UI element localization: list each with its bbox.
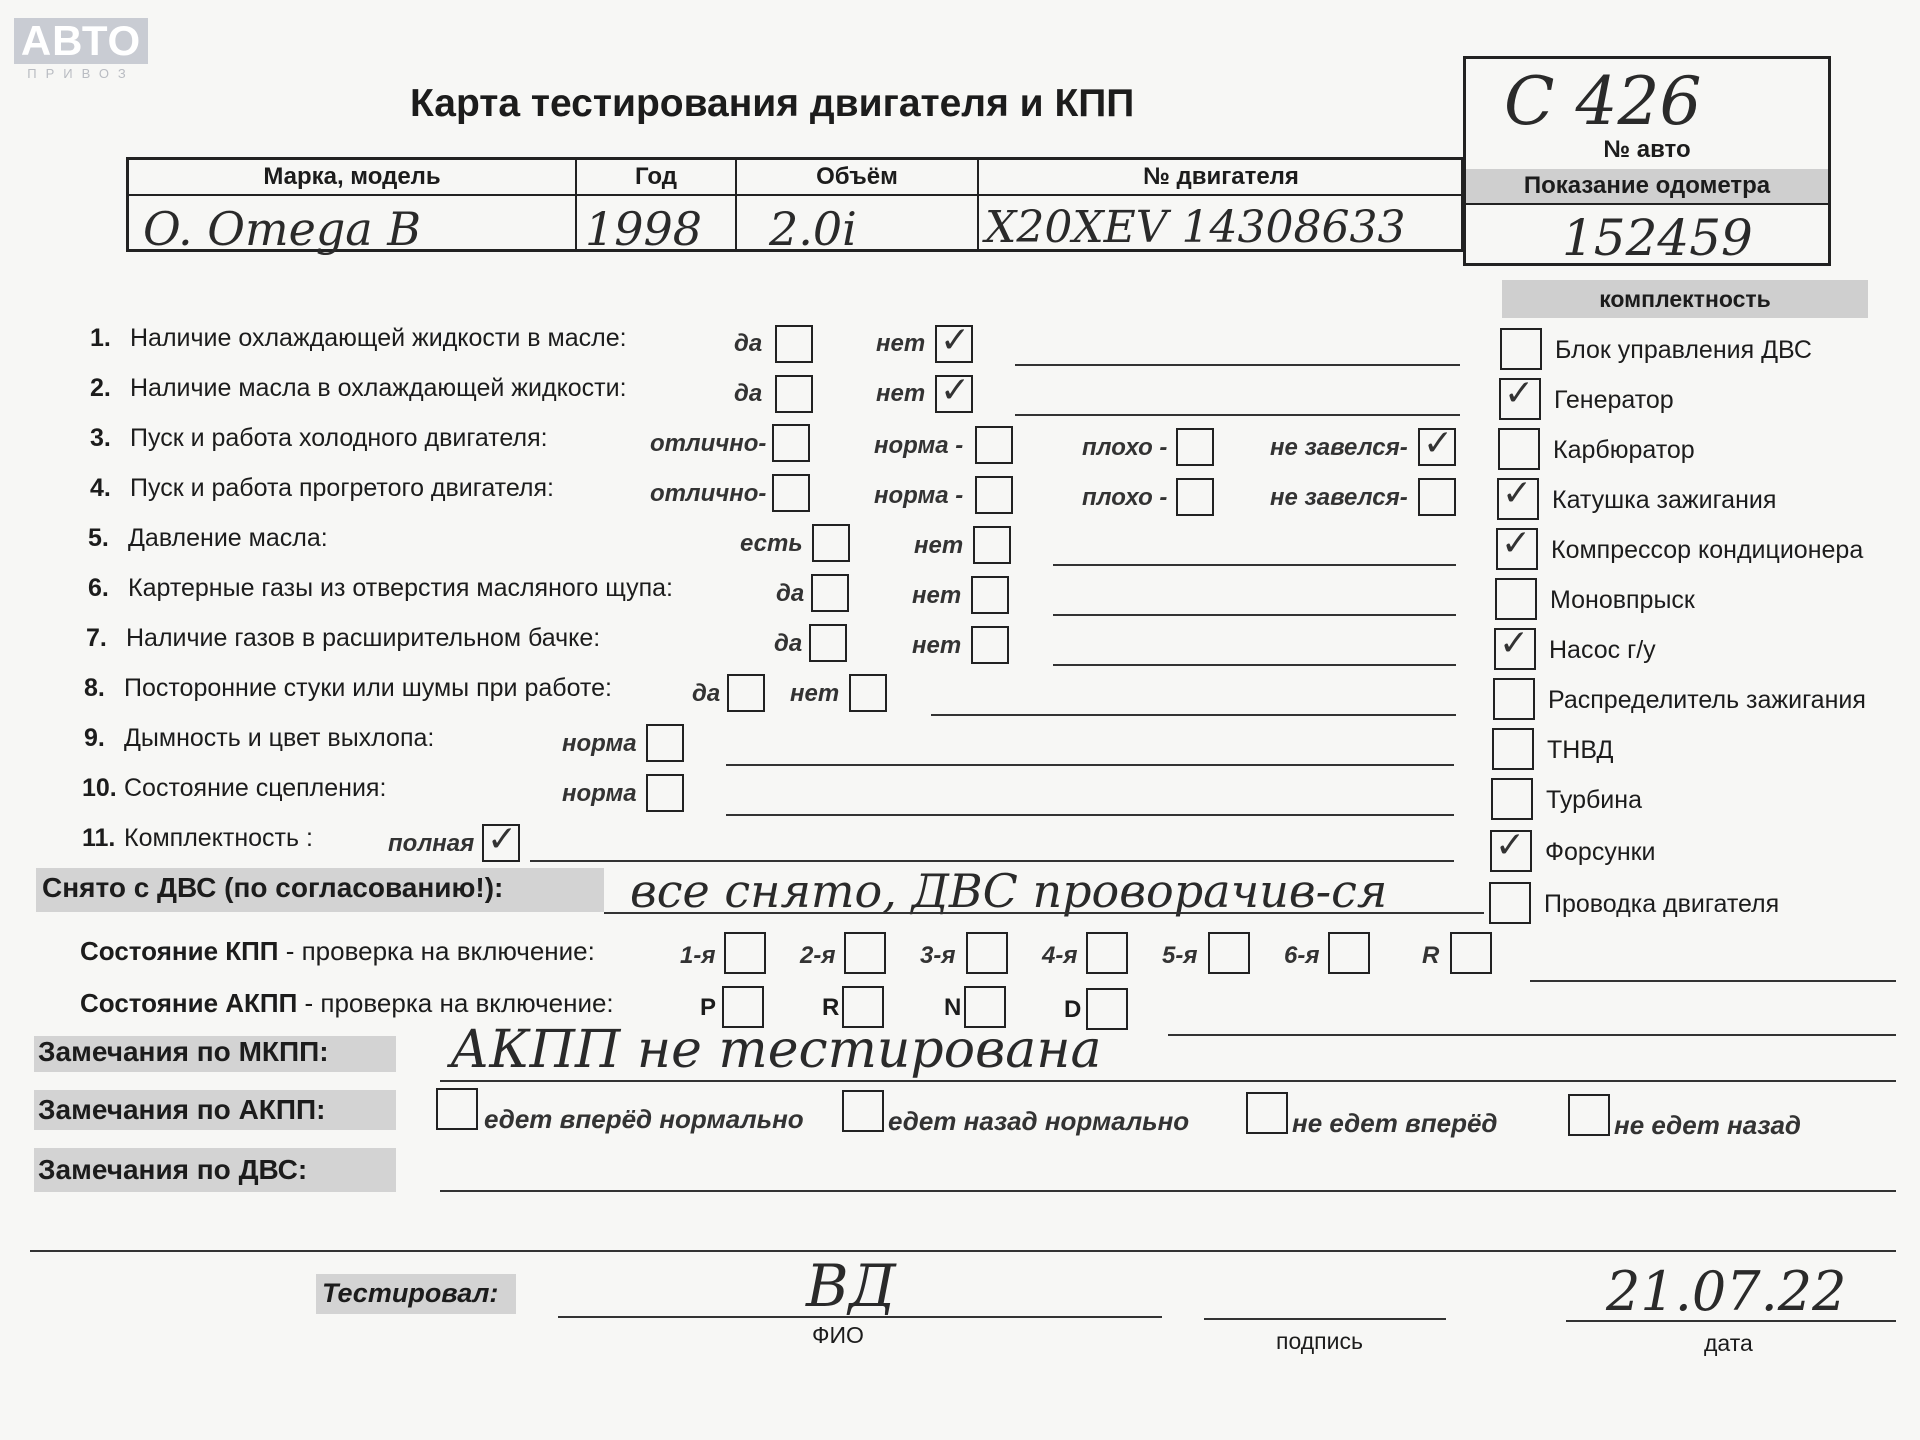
- kit-distributor-checkbox[interactable]: [1493, 678, 1535, 720]
- option-label: нет: [912, 632, 962, 659]
- q3-no-start-checkbox[interactable]: [1418, 423, 1456, 466]
- date-label: дата: [1704, 1330, 1753, 1356]
- question-number: 11.: [82, 824, 116, 852]
- kit-generator-checkbox[interactable]: [1499, 373, 1541, 420]
- gear-label: 4-я: [1042, 942, 1078, 969]
- note-line: [440, 1080, 1896, 1082]
- removed-label: Снято с ДВС (по согласованию!):: [42, 872, 504, 903]
- gear-label: 2-я: [800, 942, 836, 969]
- gear-2-checkbox[interactable]: [844, 932, 886, 974]
- mkpp-label-rest: - проверка на включение:: [278, 936, 595, 966]
- question-number: 1.: [90, 324, 111, 352]
- akpp-position-label: P: [700, 994, 717, 1021]
- akpp-label: [80, 988, 614, 1019]
- kit-injectors-checkbox[interactable]: [1490, 825, 1532, 872]
- option-label: плохо -: [1082, 434, 1168, 461]
- option-label: нет: [912, 582, 962, 609]
- mkpp-remarks-value: АКПП не тестирована: [450, 1020, 1102, 1080]
- checkmark-icon: ✓: [1499, 623, 1530, 664]
- option-label: нет: [876, 380, 926, 407]
- removed-value: все снято, ДВС проворачив-ся: [630, 864, 1388, 918]
- gear-3-checkbox[interactable]: [966, 932, 1008, 974]
- q3-excellent-checkbox[interactable]: [772, 424, 810, 462]
- q11-full-checkbox[interactable]: [482, 819, 520, 862]
- kit-item-label: Турбина: [1546, 786, 1642, 814]
- kit-item-label: Катушка зажигания: [1552, 486, 1777, 514]
- note-line: [530, 860, 1454, 862]
- question-number: 3.: [90, 424, 111, 452]
- header-row: [129, 160, 1461, 196]
- question-number: 9.: [84, 724, 105, 752]
- gear-label: 3-я: [920, 942, 956, 969]
- page-title: Карта тестирования двигателя и КПП: [410, 82, 1135, 125]
- divider: [575, 194, 577, 249]
- note-line: [726, 814, 1454, 816]
- q4-no-start-checkbox[interactable]: [1418, 478, 1456, 516]
- car-number-box: [1463, 56, 1831, 266]
- question-number: 6.: [88, 574, 109, 602]
- akpp-label-bold: Состояние АКПП: [80, 988, 298, 1018]
- question-7-text: Наличие газов в расширительном бачке:: [126, 624, 601, 652]
- note-line: [604, 912, 1484, 914]
- checkmark-icon: ✓: [1495, 825, 1526, 866]
- q7-yes-checkbox[interactable]: [809, 624, 847, 662]
- note-line: [726, 764, 1454, 766]
- engine-number-value: X20XEV 14308633: [985, 202, 1406, 253]
- kit-item-label: Проводка двигателя: [1544, 890, 1780, 918]
- fio-line: [558, 1316, 1162, 1318]
- kit-item-label: Форсунки: [1545, 838, 1656, 866]
- akpp-forward-ok-checkbox[interactable]: [436, 1088, 478, 1130]
- question-number: 10.: [82, 774, 117, 802]
- gear-6-checkbox[interactable]: [1328, 932, 1370, 974]
- gear-label: 5-я: [1162, 942, 1198, 969]
- kit-ac-compressor-checkbox[interactable]: [1496, 523, 1538, 570]
- option-label: нет: [876, 330, 926, 357]
- kit-injection-pump-checkbox[interactable]: [1492, 728, 1534, 770]
- signature-label: подпись: [1276, 1328, 1363, 1354]
- q6-no-checkbox[interactable]: [971, 576, 1009, 614]
- date-value: 21.07.22: [1606, 1260, 1847, 1323]
- checkmark-icon: ✓: [1501, 523, 1532, 564]
- question-2-text: Наличие масла в охлаждающей жидкости:: [130, 374, 627, 402]
- question-3-text: Пуск и работа холодного двигателя:: [130, 424, 548, 452]
- q3-bad-checkbox[interactable]: [1176, 428, 1214, 466]
- volume-label: Объём: [737, 160, 979, 194]
- q8-no-checkbox[interactable]: [849, 674, 887, 712]
- kit-ecu-checkbox[interactable]: [1500, 328, 1542, 370]
- akpp-label-rest: - проверка на включение:: [297, 988, 614, 1018]
- question-6-text: Картерные газы из отверстия масляного щупа:: [128, 574, 673, 602]
- note-line: [1015, 414, 1460, 416]
- option-label: да: [692, 680, 721, 707]
- akpp-remark-option: не едет вперёд: [1292, 1108, 1498, 1138]
- option-label: норма -: [874, 432, 964, 459]
- akpp-remark-option: не едет назад: [1614, 1110, 1802, 1140]
- kit-power-steering-pump-checkbox[interactable]: [1494, 623, 1536, 670]
- checkmark-icon: ✓: [940, 370, 971, 411]
- kit-item-label: Компрессор кондиционера: [1551, 536, 1864, 564]
- logo-subtitle: ПРИВОЗ: [27, 66, 135, 81]
- option-label: да: [776, 580, 805, 607]
- mkpp-label-bold: Состояние КПП: [80, 936, 279, 966]
- akpp-position-label: R: [822, 994, 840, 1021]
- date-line: [1566, 1320, 1896, 1322]
- note-line: [440, 1190, 1896, 1192]
- question-number: 8.: [84, 674, 105, 702]
- year-label: Год: [577, 160, 737, 194]
- checkmark-icon: ✓: [1502, 473, 1533, 514]
- mkpp-label: [80, 936, 595, 967]
- note-line: [1053, 564, 1456, 566]
- logo: АВТО: [14, 18, 148, 64]
- q5-yes-checkbox[interactable]: [812, 524, 850, 562]
- kit-turbine-checkbox[interactable]: [1491, 778, 1533, 820]
- kit-item-label: Насос г/у: [1549, 636, 1656, 664]
- gear-1-checkbox[interactable]: [724, 932, 766, 974]
- option-label: не завелся-: [1270, 484, 1408, 511]
- q2-yes-checkbox[interactable]: [775, 375, 813, 413]
- tester-initials: ВД: [806, 1252, 896, 1320]
- odometer-value: 152459: [1562, 209, 1753, 267]
- option-label: норма: [562, 780, 637, 807]
- option-label: норма -: [874, 482, 964, 509]
- odometer-label: Показание одометра: [1466, 169, 1828, 205]
- question-4-text: Пуск и работа прогретого двигателя:: [130, 474, 554, 502]
- checkmark-icon: ✓: [487, 819, 518, 860]
- option-label: полная: [388, 830, 475, 857]
- kit-item-label: Блок управления ДВС: [1555, 336, 1812, 364]
- fio-label: ФИО: [812, 1322, 864, 1348]
- gear-label: R: [1422, 942, 1440, 969]
- note-line: [30, 1250, 1896, 1252]
- option-label: норма: [562, 730, 637, 757]
- kit-mono-injection-checkbox[interactable]: [1495, 578, 1537, 620]
- q7-no-checkbox[interactable]: [971, 626, 1009, 664]
- option-label: отлично-: [650, 430, 767, 457]
- signature-line: [1204, 1318, 1446, 1320]
- gear-r-checkbox[interactable]: [1450, 932, 1492, 974]
- note-line: [1530, 980, 1896, 982]
- kit-item-label: Генератор: [1554, 386, 1674, 414]
- option-label: да: [734, 330, 763, 357]
- question-9-text: Дымность и цвет выхлопа:: [124, 724, 435, 752]
- note-line: [931, 714, 1456, 716]
- kit-item-label: ТНВД: [1547, 736, 1614, 764]
- akpp-remark-option: едет назад нормально: [888, 1106, 1190, 1136]
- q9-normal-checkbox[interactable]: [646, 724, 684, 762]
- tested-by-label: Тестировал:: [322, 1278, 499, 1308]
- engine-label: № двигателя: [1143, 163, 1299, 190]
- kit-item-label: Карбюратор: [1553, 436, 1695, 464]
- q4-bad-checkbox[interactable]: [1176, 478, 1214, 516]
- note-line: [1053, 614, 1456, 616]
- checkmark-icon: ✓: [940, 320, 971, 361]
- akpp-position-label: N: [944, 994, 962, 1021]
- question-8-text: Посторонние стуки или шумы при работе:: [124, 674, 612, 702]
- option-label: нет: [790, 680, 840, 707]
- checkmark-icon: ✓: [1504, 373, 1535, 414]
- gear-label: 6-я: [1284, 942, 1320, 969]
- q4-normal-checkbox[interactable]: [975, 476, 1013, 514]
- car-number-label: № авто: [1603, 136, 1691, 163]
- car-number-value: C 426: [1504, 63, 1702, 140]
- question-11-text: Комплектность :: [124, 824, 313, 852]
- option-label: нет: [914, 532, 964, 559]
- akpp-no-reverse-checkbox[interactable]: [1568, 1094, 1610, 1136]
- kit-item-label: Распределитель зажигания: [1548, 686, 1866, 714]
- option-label: да: [774, 630, 803, 657]
- q8-yes-checkbox[interactable]: [727, 674, 765, 712]
- q6-yes-checkbox[interactable]: [811, 574, 849, 612]
- gear-5-checkbox[interactable]: [1208, 932, 1250, 974]
- gear-4-checkbox[interactable]: [1086, 932, 1128, 974]
- akpp-remark-option: едет вперёд нормально: [484, 1104, 804, 1134]
- brand-label: Марка, модель: [129, 160, 577, 194]
- kit-title: комплектность: [1502, 280, 1868, 318]
- option-label: есть: [740, 530, 803, 557]
- divider: [735, 194, 737, 249]
- question-10-text: Состояние сцепления:: [124, 774, 387, 802]
- divider: [977, 194, 979, 249]
- akpp-reverse-ok-checkbox[interactable]: [842, 1090, 884, 1132]
- q1-yes-checkbox[interactable]: [775, 325, 813, 363]
- note-line: [1053, 664, 1456, 666]
- gear-label: 1-я: [680, 942, 716, 969]
- akpp-remarks-label: Замечания по АКПП:: [38, 1094, 326, 1125]
- kit-ignition-coil-checkbox[interactable]: [1497, 473, 1539, 520]
- checkmark-icon: ✓: [1423, 423, 1454, 464]
- kit-item-label: Моновпрыск: [1550, 586, 1695, 614]
- year-value: 1998: [585, 202, 703, 256]
- kit-wiring-checkbox[interactable]: [1489, 882, 1531, 924]
- volume-value: 2.0i: [769, 202, 857, 256]
- note-line: [1015, 364, 1460, 366]
- q10-normal-checkbox[interactable]: [646, 774, 684, 812]
- akpp-no-forward-checkbox[interactable]: [1246, 1092, 1288, 1134]
- q3-normal-checkbox[interactable]: [975, 426, 1013, 464]
- dvs-remarks-label: Замечания по ДВС:: [38, 1154, 308, 1185]
- vehicle-header-table: [126, 157, 1464, 256]
- q2-no-checkbox[interactable]: [935, 370, 973, 413]
- option-label: не завелся-: [1270, 434, 1408, 461]
- option-label: плохо -: [1082, 484, 1168, 511]
- note-line: [1168, 1034, 1896, 1036]
- brand-value: O. Omega B: [143, 202, 422, 256]
- question-number: 4.: [90, 474, 111, 502]
- option-label: да: [734, 380, 763, 407]
- q5-no-checkbox[interactable]: [973, 526, 1011, 564]
- q4-excellent-checkbox[interactable]: [772, 474, 810, 512]
- question-number: 2.: [90, 374, 111, 402]
- mkpp-remarks-label: Замечания по МКПП:: [38, 1036, 329, 1067]
- q1-no-checkbox[interactable]: [935, 320, 973, 363]
- option-label: отлично-: [650, 480, 767, 507]
- question-1-text: Наличие охлаждающей жидкости в масле:: [130, 324, 627, 352]
- akpp-position-label: D: [1064, 996, 1082, 1023]
- kit-carburetor-checkbox[interactable]: [1498, 428, 1540, 470]
- question-number: 5.: [88, 524, 109, 552]
- question-5-text: Давление масла:: [128, 524, 328, 552]
- question-number: 7.: [86, 624, 107, 652]
